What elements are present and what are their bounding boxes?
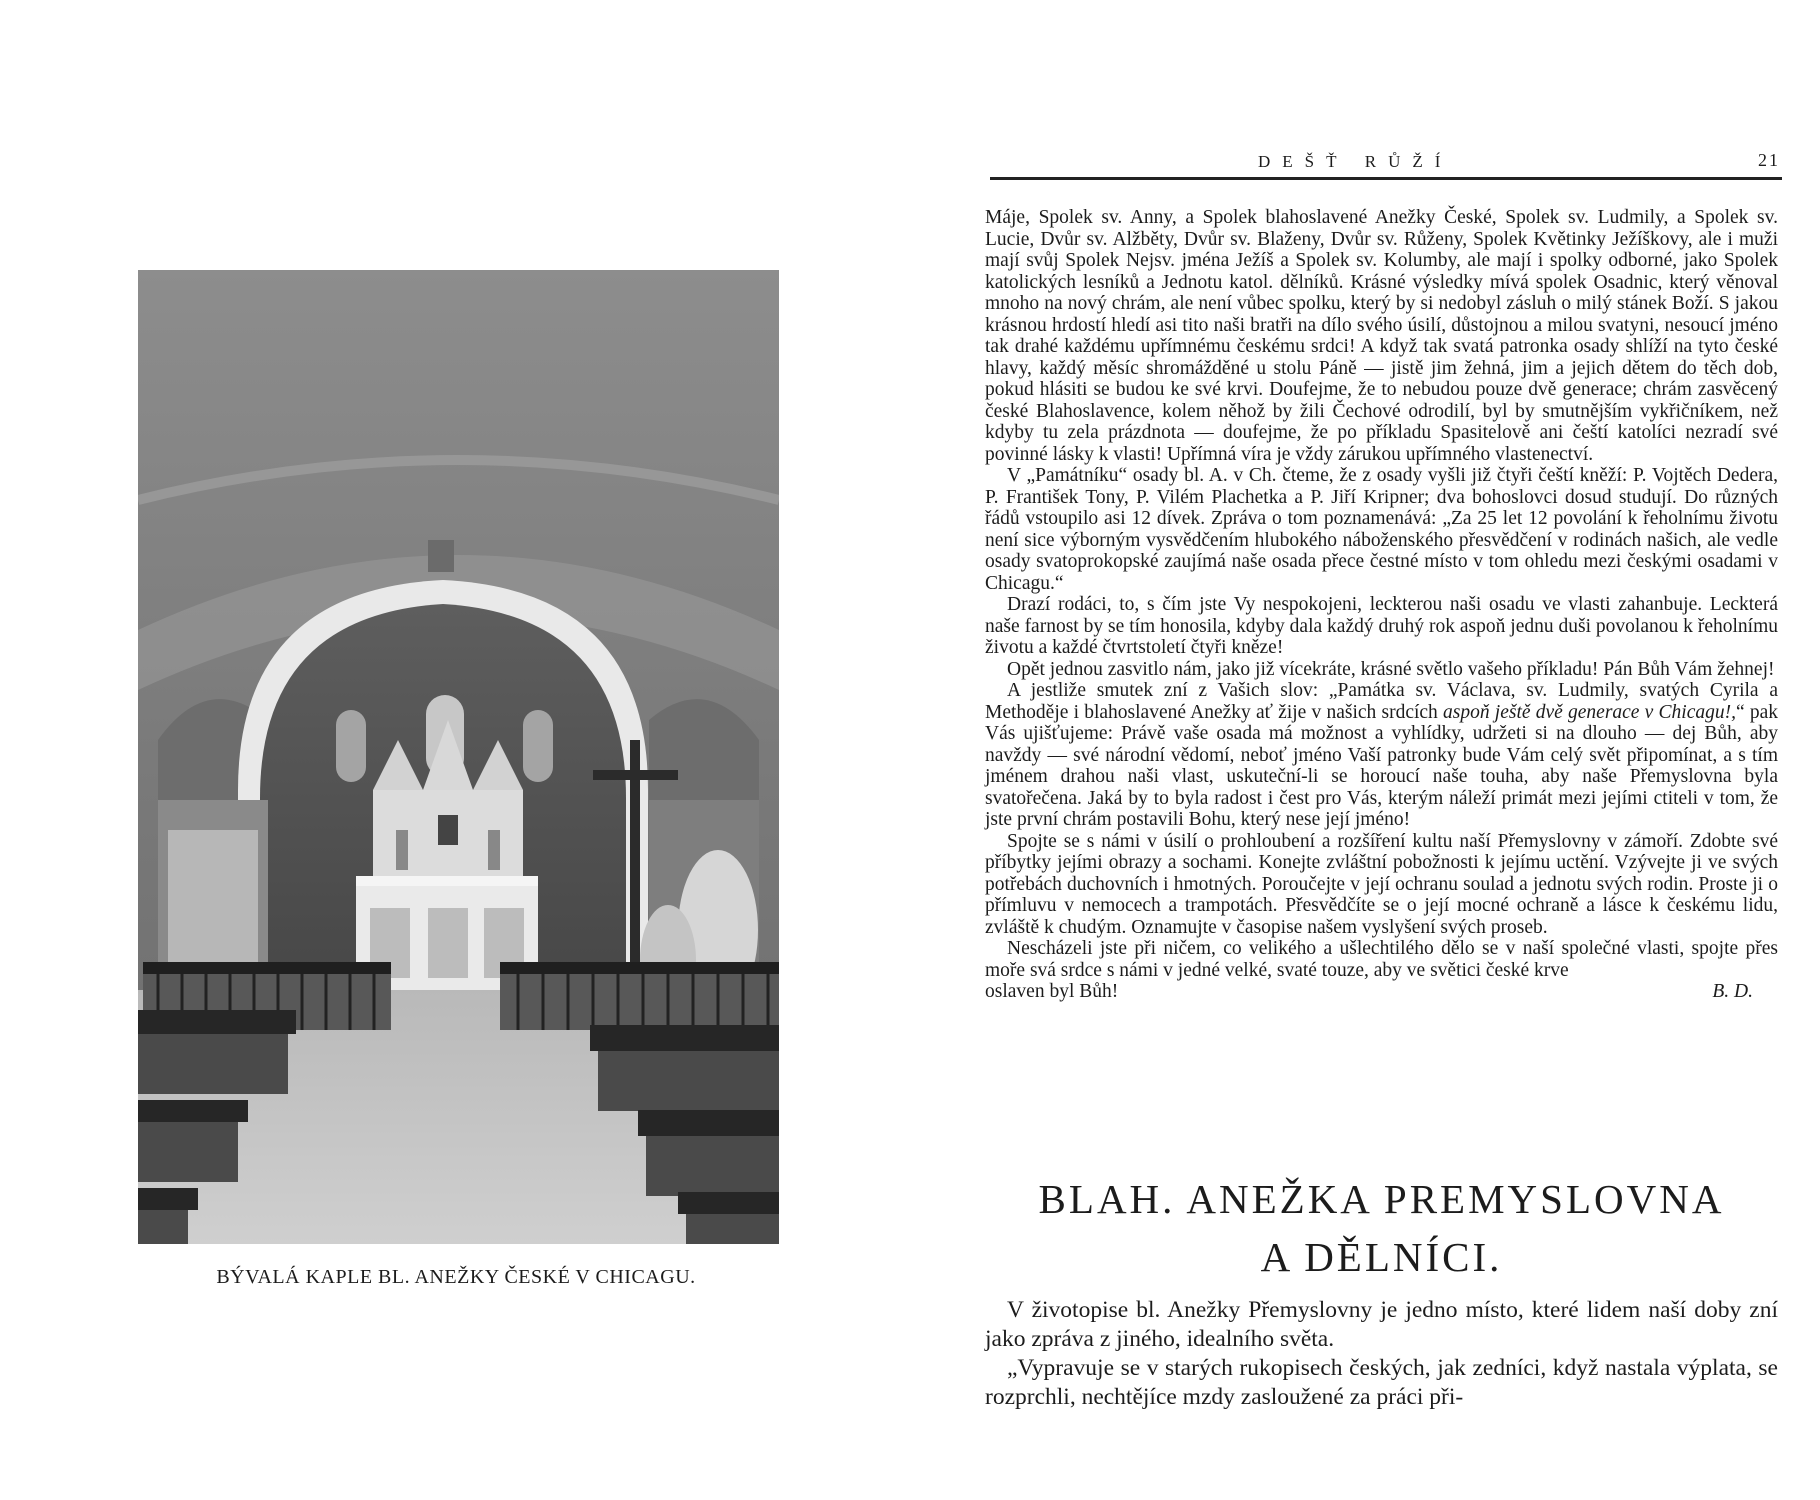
paragraph: Opět jednou zasvitlo nám, jako již vícekráte, krásné světlo vašeho příkladu! Pán Bůh Vám žehnej! bbox=[1007, 658, 1775, 680]
paragraph: V „Památníku“ osady bl. A. v Ch. čteme, že z osady vyšli již čtyři čeští kněží: P. Vojtěch Dedera, P. František Tony, P. Vilém Plachetka a P. Jiří Kripner; dva bohoslovci dosud studují. Do různých řádů vstoupilo asi 12 dívek. Zpráva o tom poznamenává: „Za 25 let 12 povolání k řeholnímu životu není sice výborným vysvědčením hlubokého náboženského přesvědčení v rodinách našich, ale vedle osady svatoprokopské zaujímá naše osada přece čestné místo v tom ohledu mezi českými osadami v Chicagu.“ bbox=[985, 465, 1778, 594]
article-title-line: A DĚLNÍCI. bbox=[1260, 1234, 1503, 1280]
article-title bbox=[985, 1170, 1778, 1286]
article-title-line: BLAH. ANEŽKA PREMYSLOVNA bbox=[1038, 1176, 1725, 1222]
paragraph bbox=[985, 680, 1778, 831]
author-signature: B. D. bbox=[1712, 981, 1753, 1002]
chapel-interior-photo bbox=[138, 270, 779, 1244]
intro-paragraph: V životopise bl. Anežky Přemyslovny je jedno místo, které lidem naší doby zní jako zpráva z jiného, idealního světa. bbox=[985, 1297, 1778, 1352]
article-continuation bbox=[985, 207, 1778, 1003]
running-head bbox=[990, 146, 1780, 186]
intro-paragraph: „Vypravuje se v starých rukopisech českých, jak zedníci, když nastala výplata, se rozprchli, nechtějíce mzdy zasloužené za práci při- bbox=[985, 1355, 1778, 1410]
closing-line bbox=[985, 981, 1778, 1003]
emphasized-quote: aspoň ještě dvě generace v Chicagu!, bbox=[1443, 701, 1736, 723]
paragraph: Nescházeli jste při ničem, co velikého a ušlechtilého dělo se v naší společné vlasti, spojte přes moře svá srdce s námi v jedné velké, svaté touze, aby ve světici české krve bbox=[985, 938, 1778, 981]
page-number: 21 bbox=[1758, 150, 1780, 170]
paragraph: Máje, Spolek sv. Anny, a Spolek blahoslavené Anežky České, Spolek sv. Ludmily, a Spolek sv. Lucie, Dvůr sv. Alžběty, Dvůr sv. Blaženy, Dvůr sv. Růženy, Spolek Květinky Ježíškovy, ale i muži mají svůj Spolek Nejsv. jména Ježíš a Spolek sv. Kolumby, ale mají i spolky odborné, jako Spolek katolických lesníků a Jednotu katol. dělníků. Krásné výsledky mívá spolek Osadnic, který věnoval mnoho na nový chrám, ale není vůbec spolku, který by si nedobyl zásluh o milý stánek Boží. S jakou krásnou hrdostí hledí asi tito naši bratři na dílo svého úsilí, důstojnou a milou svatyni, nesoucí jméno tak drahé každému upřímnému českému srdci! A když tak svatá patronka osady shlíží na tyto české hlavy, každý měsíc shromážděné u stolu Páně — jistě jim žehná, jim a jejich dětem do těch dob, pokud hlásiti se budou ke své krvi. Doufejme, že to nebudou pouze dvě generace; chrám zasvěcený české Blahoslavence, kolem něhož by žili Čechové odrodilí, byl by smutnějším vykřičníkem, než kdyby tu zela prázdnota — doufejme, že po příkladu Spasitelově ani čeští katolíci nezradí své povinné lásky k vlasti! Upřímná víra je vždy zárukou upřímného vlastenectví. bbox=[985, 207, 1778, 465]
paragraph: Spojte se s námi v úsilí o prohloubení a rozšíření kultu naší Přemyslovny v zámoří. Zdobte své příbytky jejími obrazy a sochami. Konejte zvláštní pobožnosti k jejímu uctění. Vzývejte ji ve svých potřebách duchovních i hmotných. Poroučejte v její ochranu soulad a jednotu svých rodin. Proste ji o přímluvu v nemocech a trampotách. Přesvědčíte se o její mocné ochraně a lásce k českému lidu, zvláště k chudým. Oznamujte v časopise našem vyslyšení svých proseb. bbox=[985, 830, 1778, 938]
header-rule bbox=[990, 177, 1782, 180]
paragraph-text: “ pak Vás ujišťujeme: Právě vaše osada má možnost a vyhlídky, udržeti si na dlouho — dej Bůh, aby navždy — své národní vědomí, neboť jméno Vaší patronky bude Vám celý svět připomínat, a s tím jménem drahou naši vlast, uskuteční-li se horoucí naše touha, aby naše Přemyslovna byla svatořečena. Jaká by to byla radost i čest pro Vás, kterým náleží primát mezi jejími ctiteli v tom, že jste první chrám postavili Bohu, který nese její jméno! bbox=[985, 701, 1778, 830]
closing-text: oslaven byl Bůh! bbox=[985, 981, 1119, 1002]
paragraph-text: A jestliže smutek zní z Vašich slov: „Památka sv. Václava, sv. Ludmily, svatých Cyrila a Methoděje i blahoslavené Anežky ať žije v našich srdcích bbox=[985, 680, 1778, 723]
paragraph: Drazí rodáci, to, s čím jste Vy nespokojeni, leckterou naši osadu ve vlasti zahanbuje. Leckterá naše farnost by se tím honosila, kdyby dala každý druhý rok aspoň jednu duši povolanou k řeholnímu životu a každé čtvrtstoletí čtyři kněze! bbox=[985, 594, 1778, 658]
article-intro bbox=[985, 1296, 1778, 1412]
running-title: DEŠŤ RŮŽÍ bbox=[1258, 152, 1453, 171]
photo-caption: BÝVALÁ KAPLE BL. ANEŽKY ČESKÉ V CHICAGU. bbox=[216, 1266, 696, 1288]
